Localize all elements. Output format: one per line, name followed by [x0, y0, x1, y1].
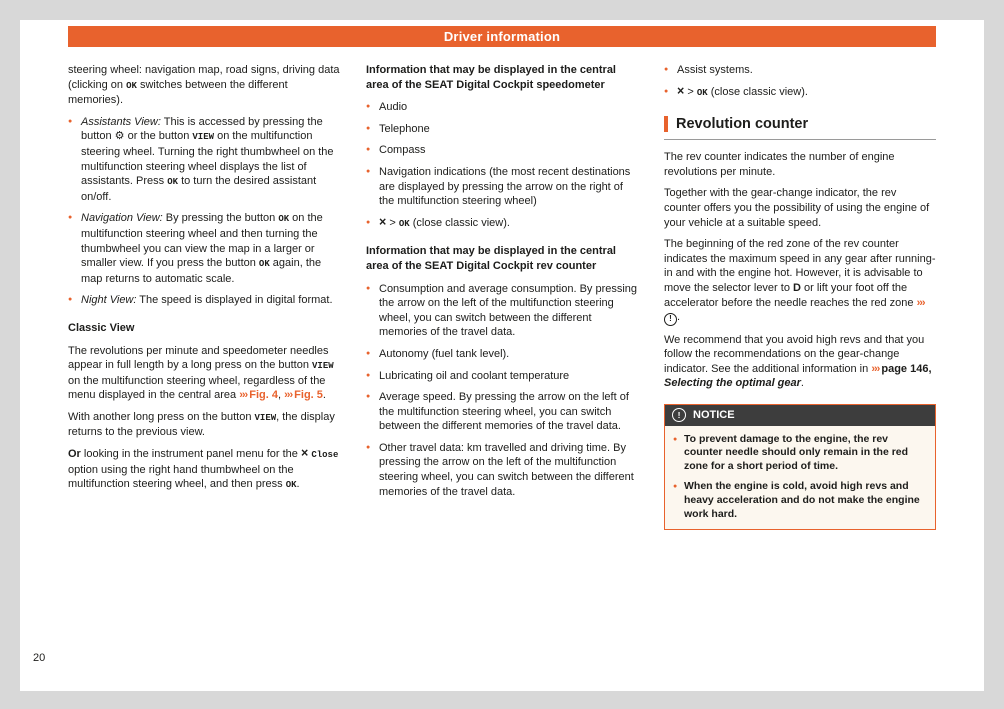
bullet-item — [68, 211, 340, 286]
text-run: . — [677, 311, 681, 324]
notice-body — [665, 426, 935, 530]
text-run: to turn the desired assistant on/off. — [81, 175, 317, 203]
section-title-text — [664, 116, 936, 132]
text-run: option using the right hand thumbwheel on the multifunction steering wheel, and then press — [68, 463, 294, 491]
view-name: Night View: — [81, 294, 137, 307]
text-run: . — [800, 377, 804, 390]
text-run: The speed is displayed in digital format. — [136, 294, 333, 307]
text-run: . — [296, 478, 300, 491]
close-icon: × — [677, 83, 685, 98]
bullet-icon: ● — [366, 371, 371, 379]
view-name: Navigation View: — [81, 212, 163, 225]
subheading — [68, 321, 340, 336]
button-label: VIEW — [254, 412, 277, 423]
text-run: By pressing the button — [162, 212, 279, 225]
button-label: OK — [696, 87, 708, 98]
paragraph — [68, 344, 340, 403]
paragraph — [664, 186, 936, 230]
text-run: on the multifunction steering wheel, regardless of the menu displayed in the central area — [68, 374, 326, 402]
section-title — [664, 116, 936, 140]
button-label: VIEW — [192, 132, 215, 143]
page-header — [68, 26, 936, 47]
text-run: switches between the different memories). — [68, 78, 288, 107]
content-columns — [20, 47, 984, 530]
bullet-item — [366, 441, 638, 499]
bullet-icon: ● — [673, 435, 678, 443]
bullet-item — [664, 85, 936, 101]
bullet-text — [379, 347, 638, 362]
text-run: Navigation indications (the most recent destinations are displayed by pressing the arrow on the right of the multifunction steering wheel) — [379, 165, 631, 208]
button-label: Close — [311, 450, 339, 461]
bold-text: When the engine is cold, avoid high revs and heavy acceleration and do not make the engine work hard. — [684, 479, 920, 520]
cross-reference-link[interactable]: Fig. 4 — [249, 389, 278, 402]
text-run: Information that may be displayed in the central area of the SEAT Digital Cockpit rev counter — [366, 245, 616, 272]
text-run: With another long press on the button — [68, 410, 255, 423]
bullet-item — [68, 293, 340, 308]
bullet-text — [81, 115, 340, 205]
bullet-item — [664, 63, 936, 78]
bullet-item — [366, 390, 638, 434]
button-label: OK — [285, 480, 297, 491]
text-run: or lift your foot off the accelerator before the needle reaches the red zone — [664, 281, 917, 309]
text-run: Information that may be displayed in the central area of the SEAT Digital Cockpit speedometer — [366, 64, 616, 91]
bullet-text — [677, 63, 936, 78]
text-run: Assist systems. — [677, 64, 753, 76]
subheading — [366, 244, 638, 273]
text-run: Other travel data: km travelled and driving time. By pressing the arrow on the left of the multifunction steering wheel, you can switch between the different memories of the travel data. — [379, 441, 634, 498]
text-run: The revolutions per minute and speedometer needles appear in full length by a long press on the button — [68, 344, 329, 372]
bullet-icon: ● — [366, 443, 371, 451]
see-reference-arrows: ››› — [239, 389, 250, 402]
text-run: Together with the gear-change indicator, the rev counter offers you the possibility of using the engine of your vehicle at a suitable speed. — [664, 187, 930, 229]
text-run: steering wheel: navigation map, road signs, driving data (clicking on — [68, 64, 340, 91]
bullet-icon: ● — [664, 87, 669, 95]
assistant-button-icon: ⚙ — [114, 130, 125, 143]
text-run: , — [278, 389, 285, 402]
paragraph — [664, 150, 936, 179]
bullet-text — [379, 122, 638, 137]
text-run: again, the map returns to automatic scale. — [81, 257, 322, 285]
text-run: Autonomy (fuel tank level). — [379, 347, 510, 360]
bullet-text — [379, 441, 638, 499]
bold-italic-text: Selecting the optimal gear — [664, 377, 801, 390]
page-header-title: Driver information — [443, 29, 561, 44]
bullet-icon: ● — [68, 117, 73, 125]
text-run: This is accessed by pressing the button — [81, 115, 323, 143]
paragraph — [68, 63, 340, 108]
text-run: Compass — [379, 144, 426, 157]
bullet-text — [379, 390, 638, 434]
bullet-icon: ● — [366, 167, 371, 175]
button-label: OK — [278, 214, 290, 225]
bold-text: page 146, — [881, 362, 932, 375]
bullet-icon: ● — [366, 393, 371, 401]
text-run: Lubricating oil and coolant temperature — [379, 369, 570, 382]
text-run: We recommend that you avoid high revs and that you follow the recommendations on the gear-change indicator. See the additional information in — [664, 333, 925, 375]
text-run: Revolution counter — [676, 116, 809, 133]
bullet-text — [81, 211, 340, 286]
column-middle — [366, 63, 638, 530]
paragraph — [68, 410, 340, 440]
button-label: OK — [258, 259, 270, 270]
notice-box — [664, 404, 936, 530]
bullet-icon: ● — [366, 124, 371, 132]
bullet-text — [379, 143, 638, 158]
bullet-icon: ● — [366, 103, 371, 111]
button-label: OK — [398, 218, 410, 229]
text-run: The rev counter indicates the number of engine revolutions per minute. — [664, 151, 895, 178]
text-run: (close classic view). — [409, 216, 510, 229]
bullet-text — [81, 293, 340, 308]
bullet-item — [366, 165, 638, 209]
bullet-text — [684, 480, 927, 521]
see-reference-arrows: ››› — [916, 296, 925, 309]
bullet-icon: ● — [366, 218, 371, 226]
text-run: Classic View — [68, 321, 135, 334]
notice-title: NOTICE — [693, 409, 735, 421]
text-run: on the multifunction steering wheel and then turning the thumbwheel you can view the map in a larger or smaller view. If you press the button — [81, 212, 323, 270]
bullet-icon: ● — [673, 482, 678, 490]
button-label: OK — [126, 80, 137, 91]
paragraph — [664, 333, 936, 391]
text-run: Average speed. By pressing the arrow on the left of the multifunction steering wheel, you can switch between the different memories of the travel data. — [379, 391, 629, 433]
text-run: looking in the instrument panel menu for the — [80, 448, 301, 461]
bold-text: Or — [68, 448, 81, 461]
bullet-icon: ● — [68, 296, 73, 304]
notice-header — [665, 405, 935, 426]
close-icon: × — [300, 446, 309, 461]
subheading — [366, 63, 638, 92]
paragraph — [68, 447, 340, 493]
notice-item — [673, 480, 927, 521]
text-run: > — [386, 216, 399, 229]
bullet-text — [379, 100, 638, 115]
bullet-item — [366, 100, 638, 115]
text-run: > — [684, 85, 697, 98]
button-label: VIEW — [312, 361, 334, 372]
bullet-item — [366, 369, 638, 384]
bullet-text — [379, 282, 638, 340]
close-icon: × — [379, 214, 387, 229]
notice-icon: ! — [672, 408, 686, 422]
bullet-item — [366, 347, 638, 362]
see-reference-arrows: ››› — [871, 362, 882, 375]
notice-ref-icon: ! — [664, 313, 677, 326]
page-number: 20 — [33, 652, 46, 664]
bullet-text — [684, 433, 927, 474]
bold-text: To prevent damage to the engine, the rev counter needle should only remain in the red zone for a short period of time. — [684, 432, 909, 473]
text-run: , the display returns to the previous view. — [68, 410, 335, 439]
text-run: Telephone — [379, 122, 430, 135]
bold-text: D — [793, 281, 801, 294]
bullet-item — [366, 282, 638, 340]
bullet-icon: ● — [366, 146, 371, 154]
see-reference-arrows: ››› — [284, 389, 295, 402]
text-run: . — [322, 389, 326, 402]
bullet-item — [366, 216, 638, 232]
bullet-item — [366, 122, 638, 137]
bullet-icon: ● — [366, 349, 371, 357]
text-run: The beginning of the red zone of the rev counter indicates the maximum speed in any gear after running-in and with the engine hot. However, it is advisable to move the selector lever to — [664, 238, 936, 294]
text-run: Audio — [379, 101, 408, 114]
cross-reference-link[interactable]: Fig. 5 — [294, 389, 323, 402]
bullet-text — [379, 216, 638, 232]
bullet-text — [379, 165, 638, 209]
text-run: Consumption and average consumption. By pressing the arrow on the left of the multifunction steering wheel, you can switch between the different memories of the travel data. — [379, 282, 638, 339]
bullet-text — [379, 369, 638, 384]
text-run: on the multifunction steering wheel. Turning the right thumbwheel on the multifunction steering wheel displays the list of assistants. Press — [81, 130, 334, 188]
column-left — [68, 63, 340, 530]
paragraph — [664, 237, 936, 325]
bullet-icon: ● — [664, 66, 669, 73]
bullet-text — [677, 85, 936, 101]
notice-item — [673, 433, 927, 474]
text-run: or the button — [124, 130, 193, 143]
button-label: OK — [167, 177, 179, 188]
column-right — [664, 63, 936, 530]
manual-page — [20, 20, 984, 691]
bullet-icon: ● — [366, 284, 371, 292]
bullet-icon: ● — [68, 214, 73, 222]
text-run: (close classic view). — [707, 85, 808, 98]
view-name: Assistants View: — [81, 115, 161, 128]
bullet-item — [366, 143, 638, 158]
bullet-item — [68, 115, 340, 205]
